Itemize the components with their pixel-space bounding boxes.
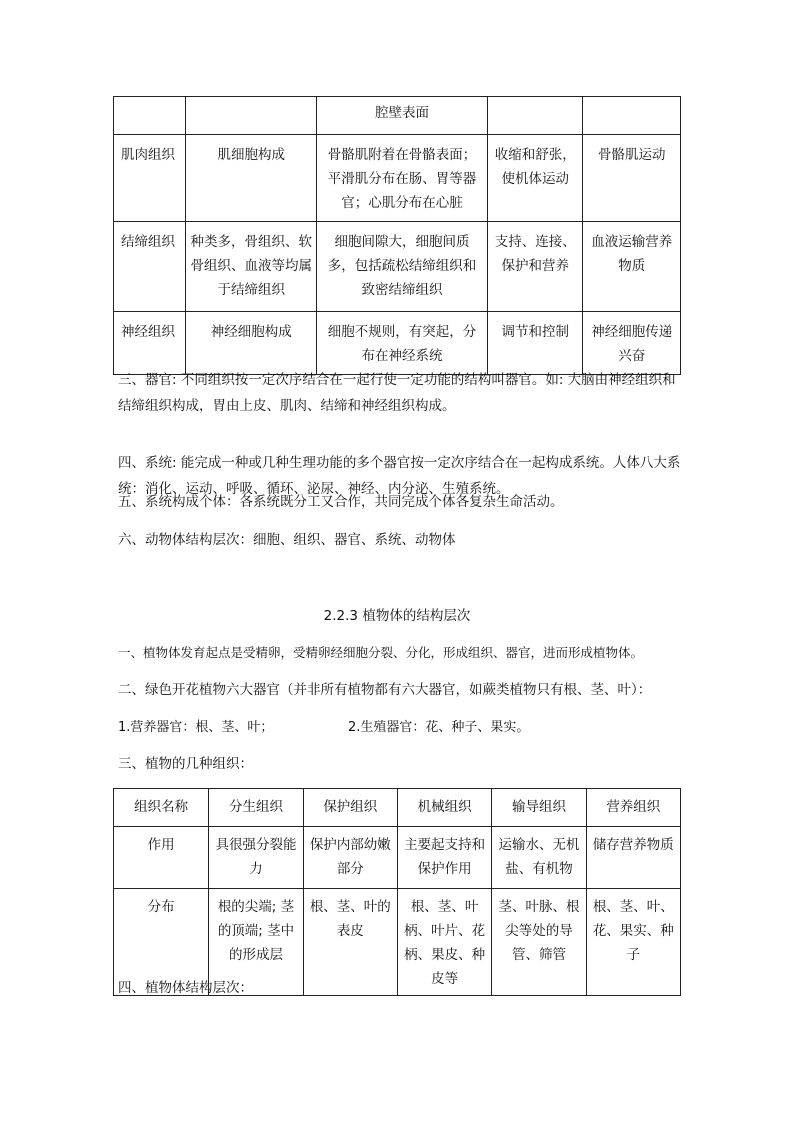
table-header-cell: 组织名称 — [114, 789, 209, 827]
table-cell: 血液运输营养物质 — [583, 222, 681, 312]
table-cell: 根、茎、叶柄、叶片、花柄、果皮、种皮等 — [397, 889, 491, 996]
table-cell: 根、茎、叶、花、果实、种子 — [586, 889, 680, 996]
table-row — [114, 312, 681, 375]
table-cell: 分布 — [114, 889, 209, 996]
table-cell: 储存营养物质 — [586, 827, 680, 889]
table-header-cell: 分生组织 — [209, 789, 303, 827]
table-header-cell: 保护组织 — [303, 789, 397, 827]
table-cell: 根的尖端; 茎的顶端; 茎中的形成层 — [209, 889, 303, 996]
table-cell: 肌细胞构成 — [186, 135, 317, 222]
section-heading: 2.2.3 植物体的结构层次 — [323, 608, 471, 624]
table-cell: 细胞间隙大，细胞间质多，包括疏松结缔组织和致密结缔组织 — [317, 222, 488, 312]
table-header-cell: 营养组织 — [586, 789, 680, 827]
table-cell: 支持、连接、保护和营养 — [487, 222, 583, 312]
paragraph-organ: 三、器官: 不同组织按一定次序结合在一起行使一定功能的结构叫器官。如: 大脑由神经组织和结缔组织构成，胃由上皮、肌肉、结缔和神经组织构成。 — [118, 372, 676, 414]
table-cell: 运输水、无机盐、有机物 — [492, 827, 586, 889]
table-cell: 茎、叶脉、根尖等处的导管、筛管 — [492, 889, 586, 996]
table-row — [114, 97, 681, 135]
paragraph-plant-levels: 四、植物体结构层次： — [118, 980, 253, 996]
table-cell: 骨骼肌附着在骨骼表面；平滑肌分布在肠、胃等器官；心肌分布在心脏 — [317, 135, 488, 222]
table-cell: 神经组织 — [114, 312, 186, 375]
table-header-cell: 机械组织 — [397, 789, 491, 827]
animal-tissue-table — [113, 96, 681, 375]
table-cell: 保护内部幼嫩部分 — [303, 827, 397, 889]
table-cell — [114, 97, 186, 135]
table-header-cell: 输导组织 — [492, 789, 586, 827]
table-cell: 结缔组织 — [114, 222, 186, 312]
table-row — [114, 827, 681, 889]
table-row — [114, 135, 681, 222]
paragraph-plant-organs: 二、绿色开花植物六大器官（并非所有植物都有六大器官，如蕨类植物只有根、茎、叶）： — [118, 682, 652, 698]
table-cell: 肌肉组织 — [114, 135, 186, 222]
paragraph-system: 四、系统: 能完成一种或几种生理功能的多个器官按一定次序结合在一起构成系统。人体八大系统：消化、运动、呼吸、循环、泌尿、神经、内分泌、生殖系统。 — [118, 455, 681, 497]
paragraph-individual: 五、系统构成个体：各系统既分工又合作，共同完成个体各复杂生命活动。 — [118, 494, 564, 510]
table-cell: 收缩和舒张，使机体运动 — [487, 135, 583, 222]
table-cell: 腔壁表面 — [317, 97, 488, 135]
table-cell — [583, 97, 681, 135]
table-cell: 神经细胞传递兴奋 — [583, 312, 681, 375]
table-cell: 主要起支持和保护作用 — [397, 827, 491, 889]
table-cell: 种类多，骨组织、软骨组织、血液等均属于结缔组织 — [186, 222, 317, 312]
plant-tissue-table — [113, 788, 681, 996]
paragraph-plant-tissues: 三、植物的几种组织： — [118, 756, 253, 772]
table-row — [114, 222, 681, 312]
table-cell: 具很强分裂能力 — [209, 827, 303, 889]
table-cell: 神经细胞构成 — [186, 312, 317, 375]
table-cell: 调节和控制 — [487, 312, 583, 375]
reproduction-organs: 2.生殖器官：花、种子、果实。 — [348, 720, 530, 735]
table-cell: 细胞不规则，有突起，分布在神经系统 — [317, 312, 488, 375]
table-header-row — [114, 789, 681, 827]
table-cell: 根、茎、叶的表皮 — [303, 889, 397, 996]
table-cell: 骨骼肌运动 — [583, 135, 681, 222]
table-cell: 作用 — [114, 827, 209, 889]
table-cell — [487, 97, 583, 135]
plant-organs-row — [118, 716, 688, 738]
paragraph-plant-origin: 一、植物体发育起点是受精卵，受精卵经细胞分裂、分化，形成组织、器官，进而形成植物体。 — [118, 645, 644, 660]
table-cell — [186, 97, 317, 135]
paragraph-animal-levels: 六、动物体结构层次：细胞、组织、器官、系统、动物体 — [118, 532, 456, 548]
nutrition-organs: 1.营养器官：根、茎、叶； — [118, 720, 274, 735]
